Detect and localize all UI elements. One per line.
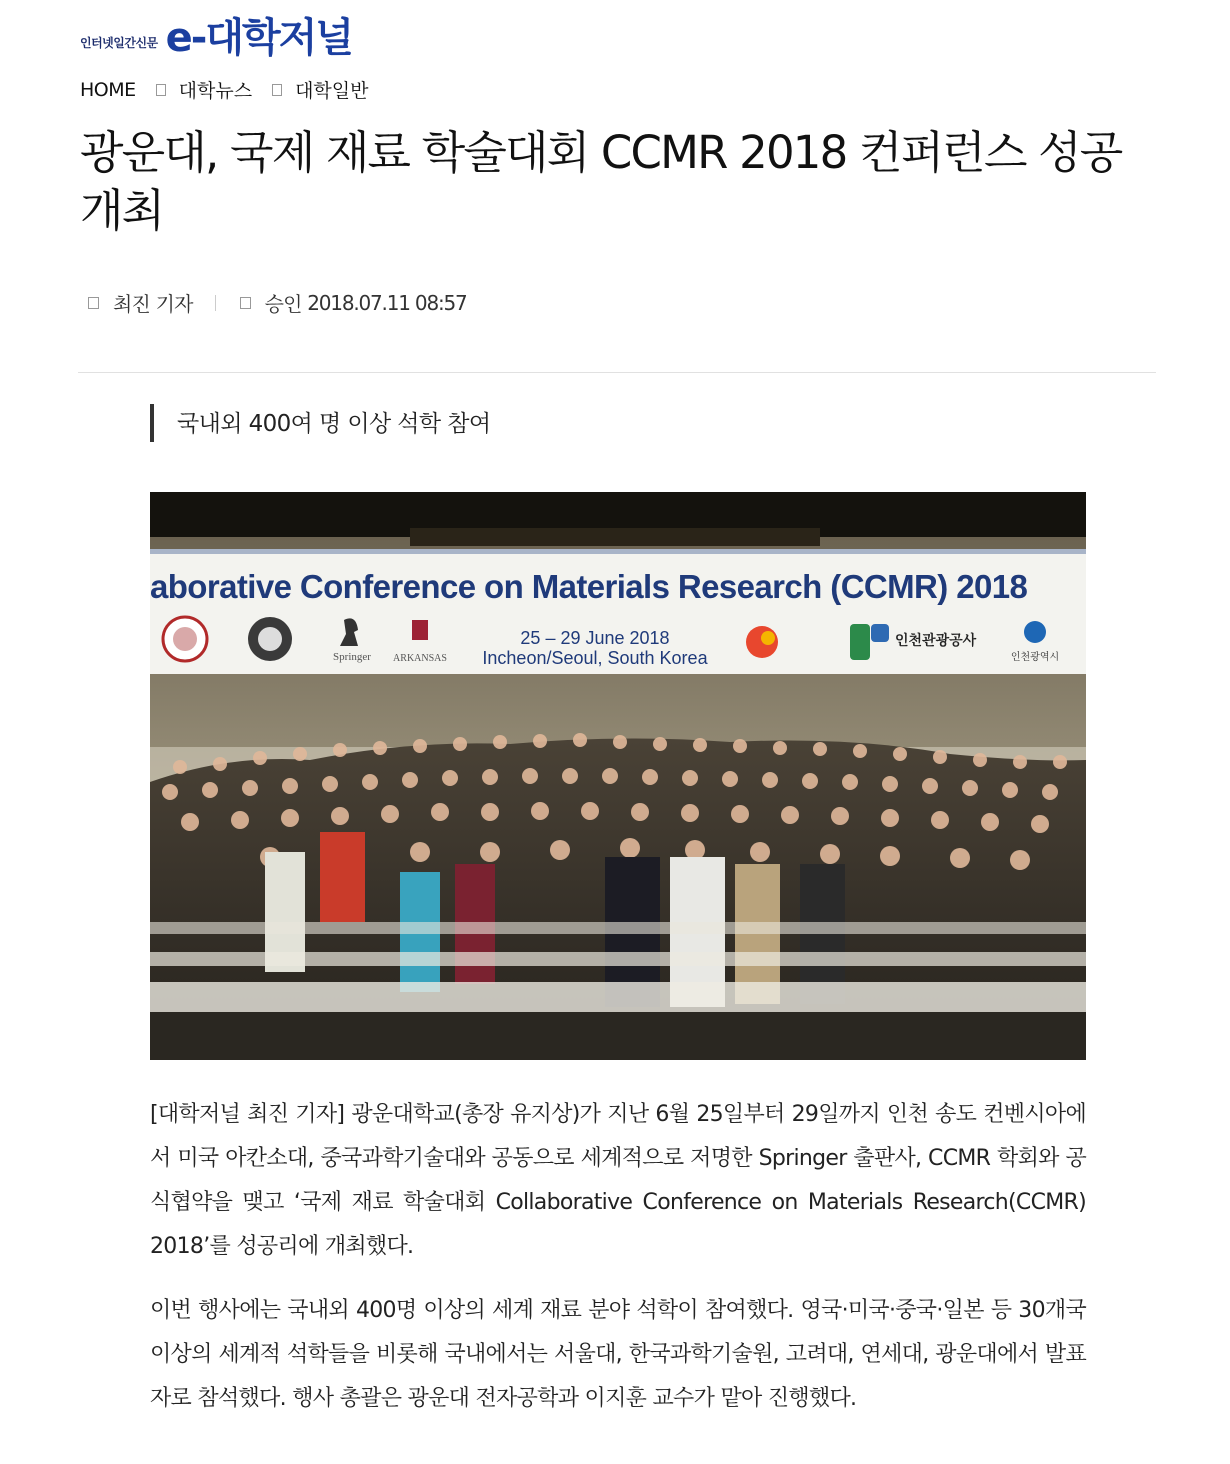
article-paragraph: [대학저널 최진 기자] 광운대학교(총장 유지상)가 지난 6월 25일부터 29일까지 인천 송도 컨벤시아에서 미국 아칸소대, 중국과학기술대와 공동으로 세계적으로 저명한 Springer 출판사, CCMR 학회와 공식협약을 맺고 ‘국제 재료 학술대회 Collaborative Conference on Materials Research(CCMR) 2018’를 성공리에 개최했다. xyxy=(150,1102,1086,1259)
article-meta xyxy=(88,288,467,317)
logo-title: e-대학저널 xyxy=(165,15,352,61)
incheon-city-icon xyxy=(1024,621,1046,643)
header-divider xyxy=(78,372,1156,373)
banner-dates: 25 – 29 June 2018 xyxy=(520,628,670,648)
sponsor-arkansas: ARKANSAS xyxy=(393,653,447,664)
article-author: 최진 기자 xyxy=(113,292,193,316)
sponsor-incheon-city: 인천광역시 xyxy=(1010,652,1060,663)
incheon-tourism-icon xyxy=(850,624,870,660)
breadcrumb-separator-icon xyxy=(156,84,166,96)
clock-icon xyxy=(240,297,251,309)
meta-divider xyxy=(215,295,216,311)
logo-subtitle: 인터넷일간신문 xyxy=(80,36,158,50)
article-photo xyxy=(150,492,1086,1060)
article-date: 2018.07.11 08:57 xyxy=(307,290,467,315)
breadcrumb-category-link[interactable]: 대학뉴스 xyxy=(178,80,253,102)
author-icon xyxy=(88,297,99,309)
banner-location: Incheon/Seoul, South Korea xyxy=(482,648,708,668)
approval-label: 승인 xyxy=(264,292,302,316)
breadcrumb-subcategory-link[interactable]: 대학일반 xyxy=(295,80,369,102)
sponsor-incheon-tourism: 인천관광공사 xyxy=(895,632,977,648)
article-title: 광운대, 국제 재료 학술대회 CCMR 2018 컨퍼런스 성공 개최 xyxy=(80,126,1122,237)
breadcrumb-home-link[interactable]: HOME xyxy=(80,78,136,101)
article-body xyxy=(150,1093,1086,1441)
banner-title: aborative Conference on Materials Research (CCMR) 2018 xyxy=(150,568,1028,605)
sponsor-springer: Springer xyxy=(333,651,371,663)
breadcrumb xyxy=(80,76,368,103)
article-subheadline: 국내외 400여 명 이상 석학 참여 xyxy=(150,404,490,442)
arkansas-crest-icon xyxy=(412,620,428,640)
site-logo[interactable] xyxy=(80,6,352,63)
article-paragraph: 이번 행사에는 국내외 400명 이상의 세계 재료 분야 석학이 참여했다. 영국·미국·중국·일본 등 30개국 이상의 세계적 석학들을 비롯해 국내에서는 서울대, 한국과학기술원, 고려대, 연세대, 광운대에서 발표자로 참석했다. 행사 총괄은 광운대 전자공학과 이지훈 교수가 맡아 진행했다. xyxy=(150,1298,1086,1411)
breadcrumb-separator-icon xyxy=(272,84,282,96)
